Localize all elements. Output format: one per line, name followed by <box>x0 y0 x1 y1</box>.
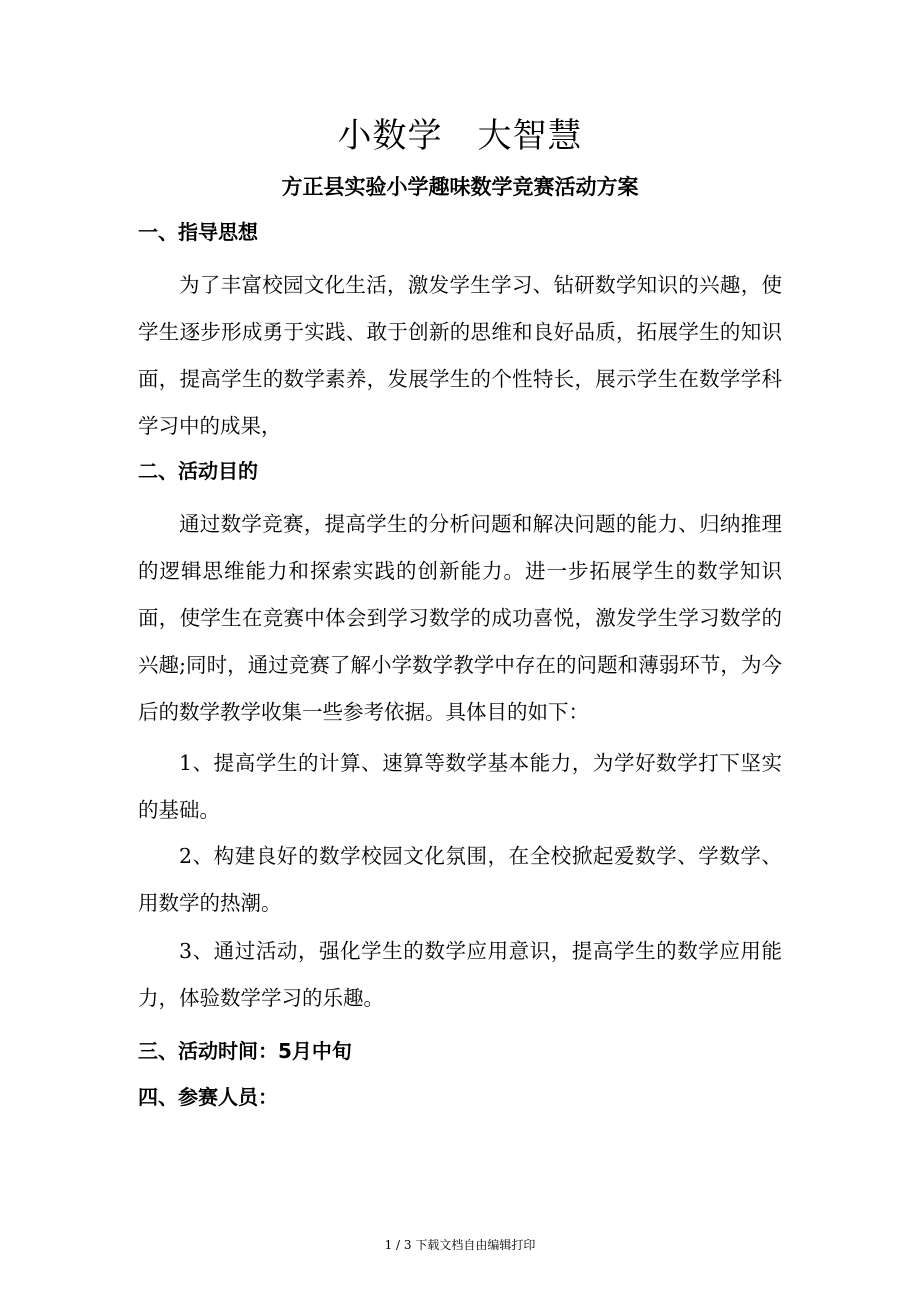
section-heading-activity-purpose: 二、活动目的 <box>138 459 258 483</box>
document-subtitle: 方正县实验小学趣味数学竞赛活动方案 <box>281 175 639 199</box>
paragraph-purpose-item-3: 3、通过活动，强化学生的数学应用意识，提高学生的数学应用能力，体验数学学习的乐趣。 <box>138 939 782 1010</box>
paragraph-activity-purpose: 通过数学竞赛，提高学生的分析问题和解决问题的能力、归纳推理的逻辑思维能力和探索实践的创新能力。进一步拓展学生的数学知识面，使学生在竞赛中体会到学习数学的成功喜悦，激发学生学习数学的兴趣;同时，通过竞赛了解小学数学教学中存在的问题和薄弱环节，为今后的数学教学收集一些参考依据。具体目的如下： <box>138 512 782 724</box>
document-title: 小数学 大智慧 <box>337 116 583 156</box>
section-heading-activity-time: 三、活动时间：5月中旬 <box>138 1039 352 1063</box>
paragraph-purpose-item-1: 1、提高学生的计算、速算等数学基本能力，为学好数学打下坚实的基础。 <box>138 751 782 822</box>
section-heading-participants: 四、参赛人员： <box>138 1085 278 1109</box>
paragraph-guiding-thought: 为了丰富校园文化生活，激发学生学习、钻研数学知识的兴趣，使学生逐步形成勇于实践、敢于创新的思维和良好品质，拓展学生的知识面，提高学生的数学素养，发展学生的个性特长，展示学生在数学学科学习中的成果， <box>138 273 782 438</box>
page-footer: 1 / 3 下载文档自由编辑打印 <box>384 1238 536 1252</box>
paragraph-purpose-item-2: 2、构建良好的数学校园文化氛围，在全校掀起爱数学、学数学、用数学的热潮。 <box>138 844 782 915</box>
section-heading-guiding-thought: 一、指导思想 <box>138 220 258 244</box>
